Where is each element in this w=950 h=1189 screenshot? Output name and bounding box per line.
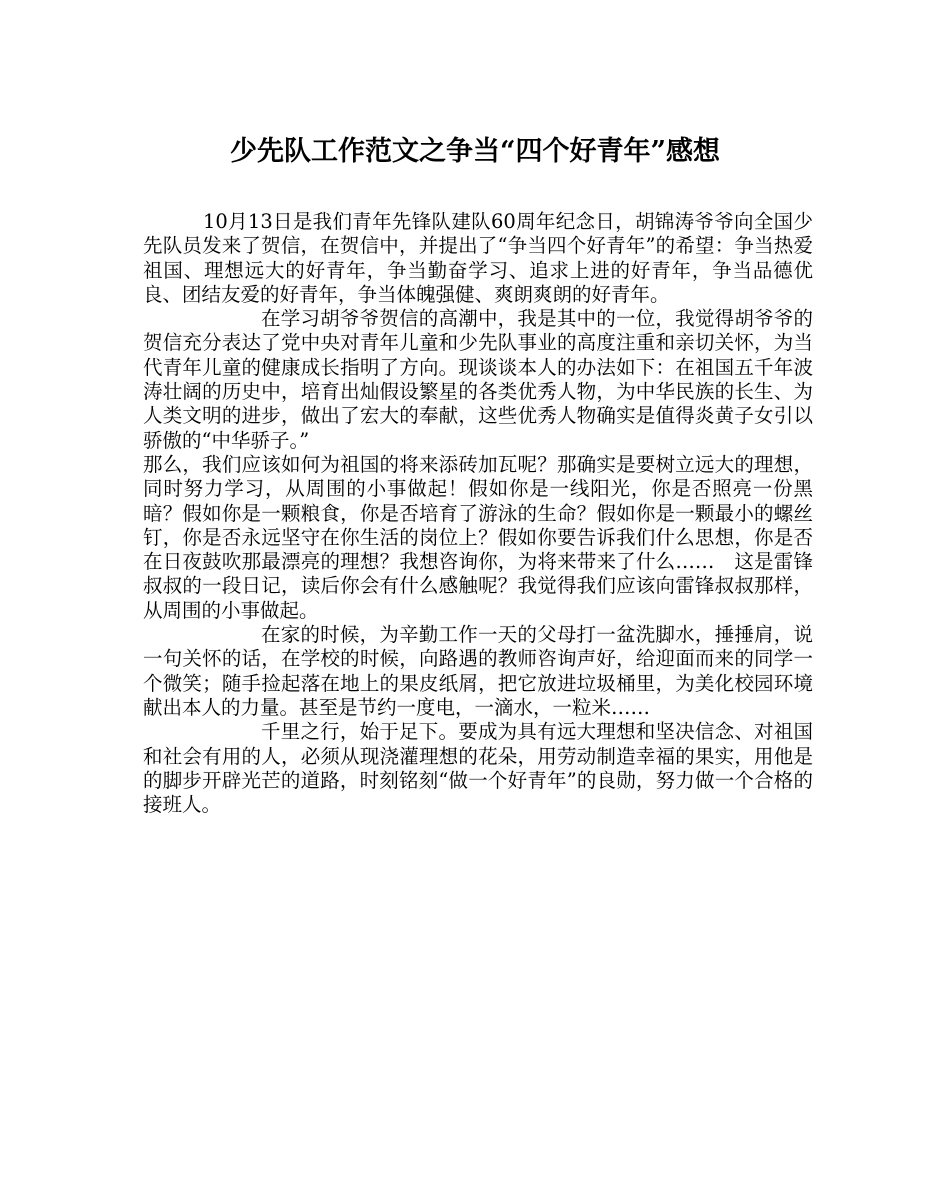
paragraph-2: 在学习胡爷爷贺信的高潮中，我是其中的一位，我觉得胡爷爷的贺信充分表达了党中央对青年儿童和少先队事业的高度注重和亲切关怀，为当代青年儿童的健康成长指明了方向。现谈谈本人的办法如下：在祖国五千年波涛壮阔的历史中，培育出灿假设繁星的各类优秀人物，为中华民族的长生、为人类文明的进步，做出了宏大的奉献，这些优秀人物确实是值得炎黄子女引以骄傲的“中华骄子。” (143, 307, 813, 452)
document-title: 少先队工作范文之争当“四个好青年”感想 (229, 136, 721, 167)
paragraph-3: 那么，我们应该如何为祖国的将来添砖加瓦呢？那确实是要树立远大的理想，同时努力学习，从周围的小事做起！假如你是一线阳光，你是否照亮一份黑暗？假如你是一颗粮食，你是否培育了游泳的生命？假如你是一颗最小的螺丝钉，你是否永远坚守在你生活的岗位上？假如你要告诉我们什么思想，你是否在日夜鼓吹那最漂亮的理想？我想咨询你，为将来带来了什么…… 这是雷锋叔叔的一段日记，读后你会有什么感触呢？我觉得我们应该向雷锋叔叔那样，从周围的小事做起。 (143, 452, 813, 622)
document-body (143, 210, 813, 817)
paragraph-4: 在家的时候，为辛勤工作一天的父母打一盆洗脚水，捶捶肩，说一句关怀的话，在学校的时候，向路遇的教师咨询声好，给迎面而来的同学一个微笑；随手捡起落在地上的果皮纸屑，把它放进垃圾桶里，为美化校园环境献出本人的力量。甚至是节约一度电，一滴水，一粒米…… (143, 623, 813, 719)
paragraph-5: 千里之行，始于足下。要成为具有远大理想和坚决信念、对祖国和社会有用的人，必须从现浇灌理想的花朵，用劳动制造幸福的果实，用他是的脚步开辟光芒的道路，时刻铭刻“做一个好青年”的良勋，努力做一个合格的接班人。 (143, 720, 813, 817)
paragraph-1: 10月13日是我们青年先锋队建队60周年纪念日，胡锦涛爷爷向全国少先队员发来了贺信，在贺信中，并提出了“争当四个好青年”的希望：争当热爱祖国、理想远大的好青年，争当勤奋学习、追求上进的好青年，争当品德优良、团结友爱的好青年，争当体魄强健、爽朗爽朗的好青年。 (143, 210, 813, 306)
